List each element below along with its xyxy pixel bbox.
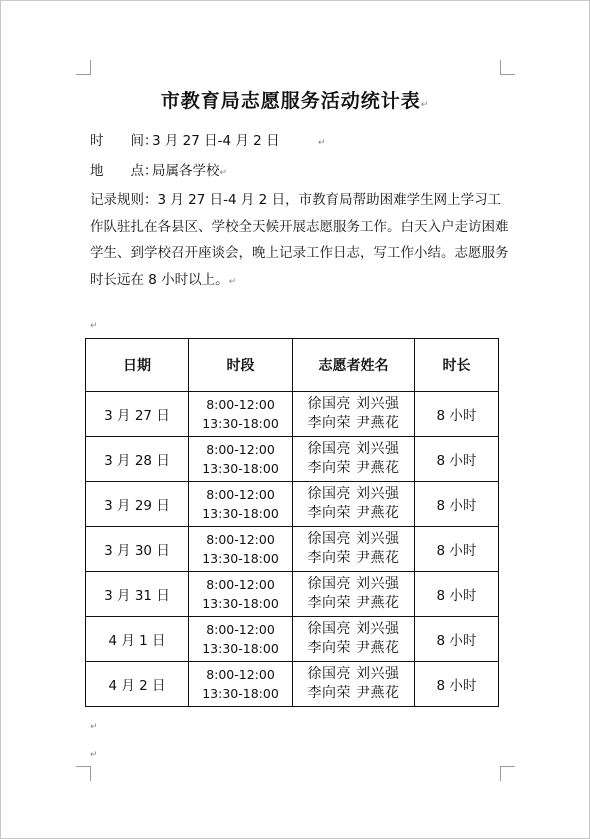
afternoon-slot: 13:30-18:00 — [202, 551, 279, 566]
time-line[interactable] — [90, 129, 325, 149]
duration-cell[interactable] — [415, 392, 499, 437]
paragraph-mark: ↵ — [90, 722, 98, 732]
duration-text: 8 小时 — [436, 633, 477, 649]
duration-text: 8 小时 — [436, 408, 477, 424]
volunteer-names-line-1: 徐国亮 刘兴强 — [307, 576, 400, 592]
time-slot-cell[interactable] — [189, 437, 293, 482]
date-cell[interactable] — [86, 572, 189, 617]
date-text: 4 月 1 日 — [108, 633, 166, 649]
table-row — [86, 527, 499, 572]
volunteer-names-line-2: 李向荣 尹燕花 — [307, 460, 400, 476]
afternoon-slot: 13:30-18:00 — [202, 596, 279, 611]
location-value: 局属各学校 — [152, 163, 220, 179]
location-line[interactable] — [90, 159, 227, 179]
time-slot-cell[interactable] — [189, 392, 293, 437]
afternoon-slot: 13:30-18:00 — [202, 461, 279, 476]
duration-cell[interactable] — [415, 482, 499, 527]
crop-mark-bottom-right — [500, 766, 515, 781]
record-rules-paragraph[interactable] — [90, 187, 510, 295]
morning-slot: 8:00-12:00 — [206, 487, 275, 502]
time-slot-cell[interactable] — [189, 527, 293, 572]
paragraph-mark: ↵ — [228, 276, 237, 287]
duration-text: 8 小时 — [436, 453, 477, 469]
date-cell[interactable] — [86, 482, 189, 527]
morning-slot: 8:00-12:00 — [206, 442, 275, 457]
volunteer-names-line-1: 徐国亮 刘兴强 — [307, 666, 400, 682]
table-header-row — [86, 339, 499, 392]
duration-text: 8 小时 — [436, 678, 477, 694]
duration-cell[interactable] — [415, 662, 499, 707]
morning-slot: 8:00-12:00 — [206, 577, 275, 592]
volunteer-names-cell[interactable] — [293, 572, 415, 617]
duration-cell[interactable] — [415, 527, 499, 572]
time-slot-cell[interactable] — [189, 662, 293, 707]
volunteer-names-line-2: 李向荣 尹燕花 — [307, 415, 400, 431]
date-text: 3 月 29 日 — [104, 498, 170, 514]
table-row — [86, 392, 499, 437]
volunteer-names-line-1: 徐国亮 刘兴强 — [307, 441, 400, 457]
volunteer-names-line-2: 李向荣 尹燕花 — [307, 595, 400, 611]
table-row — [86, 482, 499, 527]
crop-mark-top-right — [500, 60, 515, 75]
volunteer-names-cell[interactable] — [293, 617, 415, 662]
header-duration[interactable]: 时长 — [415, 339, 499, 392]
volunteer-names-cell[interactable] — [293, 482, 415, 527]
duration-text: 8 小时 — [436, 588, 477, 604]
date-cell[interactable] — [86, 392, 189, 437]
date-text: 3 月 30 日 — [104, 543, 170, 559]
volunteer-names-line-2: 李向荣 尹燕花 — [307, 505, 400, 521]
paragraph-mark: ↵ — [90, 321, 98, 331]
location-label: 地 点： — [90, 163, 158, 179]
volunteer-names-cell[interactable] — [293, 662, 415, 707]
morning-slot: 8:00-12:00 — [206, 397, 275, 412]
date-cell[interactable] — [86, 437, 189, 482]
table-row — [86, 572, 499, 617]
time-value: 3 月 27 日-4 月 2 日 — [152, 133, 280, 149]
duration-cell[interactable] — [415, 617, 499, 662]
paragraph-mark: ↵ — [90, 750, 98, 760]
afternoon-slot: 13:30-18:00 — [202, 686, 279, 701]
document-title-text: 市教育局志愿服务活动统计表 — [160, 90, 421, 112]
crop-mark-bottom-left — [76, 766, 91, 781]
header-date[interactable]: 日期 — [86, 339, 189, 392]
duration-cell[interactable] — [415, 572, 499, 617]
volunteer-names-line-1: 徐国亮 刘兴强 — [307, 621, 400, 637]
date-text: 3 月 31 日 — [104, 588, 170, 604]
date-text: 3 月 28 日 — [104, 453, 170, 469]
morning-slot: 8:00-12:00 — [206, 622, 275, 637]
header-volunteer-names[interactable]: 志愿者姓名 — [293, 339, 415, 392]
volunteer-names-line-2: 李向荣 尹燕花 — [307, 640, 400, 656]
volunteer-names-line-1: 徐国亮 刘兴强 — [307, 486, 400, 502]
duration-cell[interactable] — [415, 437, 499, 482]
date-cell[interactable] — [86, 617, 189, 662]
afternoon-slot: 13:30-18:00 — [202, 416, 279, 431]
header-time-slot[interactable]: 时段 — [189, 339, 293, 392]
activity-statistics-table — [85, 338, 499, 707]
time-slot-cell[interactable] — [189, 617, 293, 662]
paragraph-mark: ↵ — [317, 138, 326, 148]
volunteer-names-cell[interactable] — [293, 437, 415, 482]
volunteer-names-line-1: 徐国亮 刘兴强 — [307, 396, 400, 412]
time-slot-cell[interactable] — [189, 572, 293, 617]
date-text: 4 月 2 日 — [108, 678, 166, 694]
afternoon-slot: 13:30-18:00 — [202, 506, 279, 521]
paragraph-mark: ↵ — [219, 168, 228, 178]
record-rules-text: 3 月 27 日-4 月 2 日，市教育局帮助困难学生网上学习工作队驻扎在各县区、学校全天候开展志愿服务工作。白天入户走访困难学生、到学校召开座谈会，晚上记录工作日志，写工作小结。志愿服务时长远在 8 小时以上。 — [90, 192, 509, 288]
afternoon-slot: 13:30-18:00 — [202, 641, 279, 656]
table-row — [86, 437, 499, 482]
morning-slot: 8:00-12:00 — [206, 667, 275, 682]
time-label: 时 间： — [90, 133, 158, 149]
date-text: 3 月 27 日 — [104, 408, 170, 424]
record-rules-label: 记录规则： — [90, 192, 158, 208]
duration-text: 8 小时 — [436, 543, 477, 559]
paragraph-mark: ↵ — [420, 100, 430, 110]
morning-slot: 8:00-12:00 — [206, 532, 275, 547]
table-row — [86, 662, 499, 707]
duration-text: 8 小时 — [436, 498, 477, 514]
date-cell[interactable] — [86, 662, 189, 707]
table-row — [86, 617, 499, 662]
volunteer-names-line-1: 徐国亮 刘兴强 — [307, 531, 400, 547]
volunteer-names-line-2: 李向荣 尹燕花 — [307, 685, 400, 701]
volunteer-names-line-2: 李向荣 尹燕花 — [307, 550, 400, 566]
time-slot-cell[interactable] — [189, 482, 293, 527]
volunteer-names-cell[interactable] — [293, 527, 415, 572]
crop-mark-top-left — [76, 60, 91, 75]
volunteer-names-cell[interactable] — [293, 392, 415, 437]
date-cell[interactable] — [86, 527, 189, 572]
document-title[interactable] — [0, 86, 590, 113]
